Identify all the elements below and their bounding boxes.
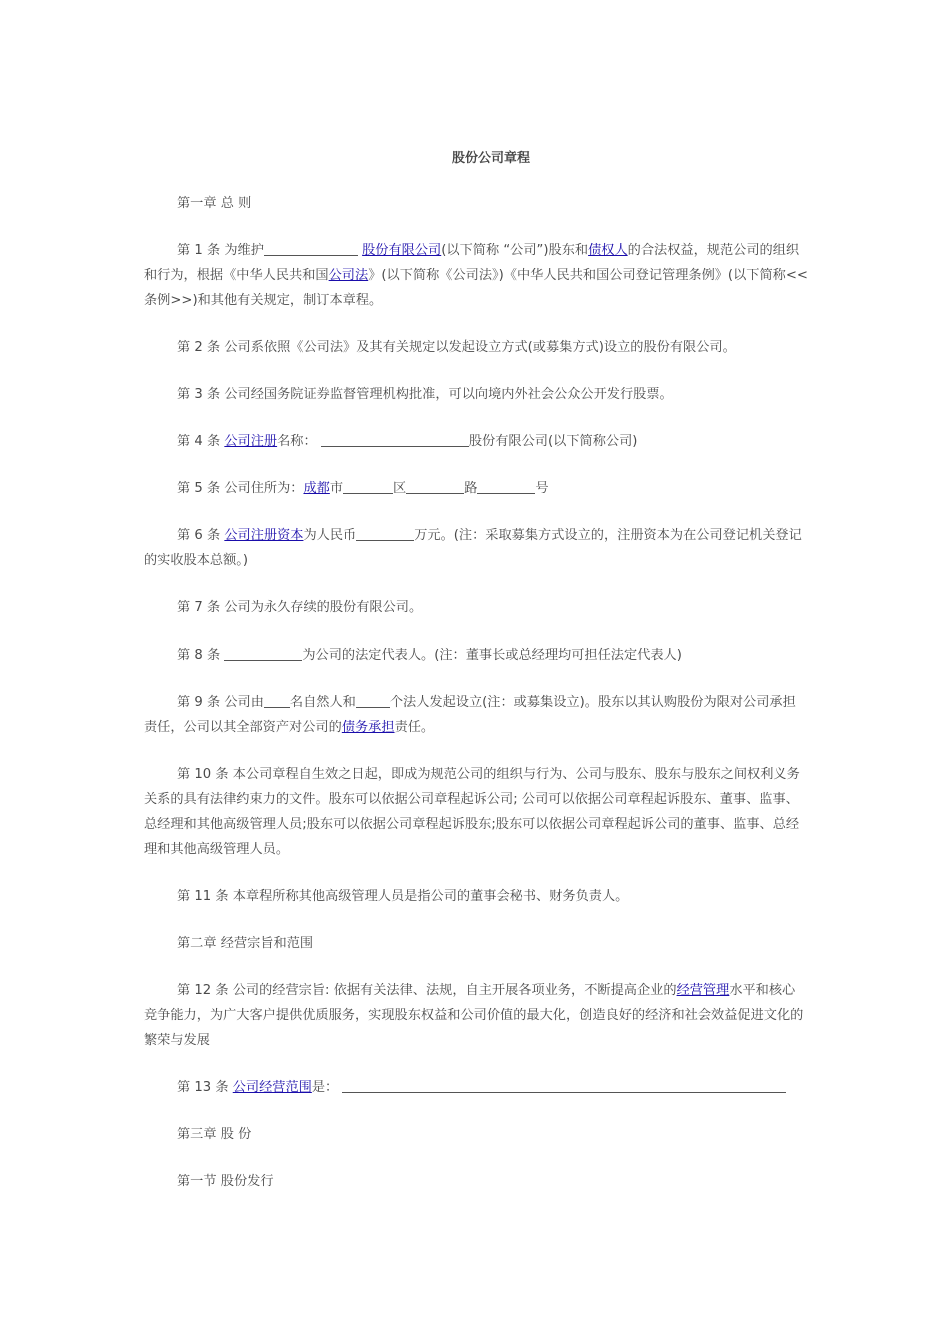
link-joint-stock-company[interactable]: 股份有限公司: [362, 243, 442, 258]
article-8: 第 8 条 为公司的法定代表人。(注：董事长或总经理均可担任法定代表人): [177, 648, 682, 663]
link-business-scope[interactable]: 公司经营范围: [232, 1080, 312, 1095]
link-business-management[interactable]: 经营管理: [676, 983, 730, 998]
link-company-law[interactable]: 公司法: [328, 268, 369, 283]
chapter-1-heading: 第一章 总 则: [177, 196, 252, 211]
chapter-2-heading: 第二章 经营宗旨和范围: [177, 936, 314, 951]
page-title: 股份公司章程: [451, 151, 530, 166]
link-chengdu[interactable]: 成都: [303, 481, 330, 496]
blank-line: [224, 646, 302, 661]
article-11: 第 11 条 本章程所称其他高级管理人员是指公司的董事会秘书、财务负责人。: [177, 889, 629, 904]
article-7: 第 7 条 公司为永久存续的股份有限公司。: [177, 600, 423, 615]
article-12: 第 12 条 公司的经营宗旨: 依据有关法律、法规，自主开展各项业务，不断提高企业的经营管理水平和核心竞争能力，为广大客户提供优质服务，实现股东权益和公司价值的最大化，创造良好的经济和社会效益促进文化的繁荣与发展: [144, 983, 804, 1048]
blank-line: [406, 479, 464, 494]
link-debt-liability[interactable]: 债务承担: [341, 720, 395, 735]
blank-line: [477, 479, 535, 494]
chapter-3-heading: 第三章 股 份: [177, 1127, 252, 1142]
blank-line: [343, 479, 393, 494]
article-3: 第 3 条 公司经国务院证券监督管理机构批准，可以向境内外社会公众公开发行股票。: [177, 387, 673, 402]
article-10: 第 10 条 本公司章程自生效之日起，即成为规范公司的组织与行为、公司与股东、股东与股东之间权利义务关系的具有法律约束力的文件。股东可以依据公司章程起诉公司; 公司可以依据公司章程起诉股东、董事、监事、总经理和其他高级管理人员;股东可以依据公司章程起诉股东;股东可以依据公司章程起诉公司的董事、监事、总经理和其他高级管理人员。: [144, 767, 800, 857]
blank-line: [264, 241, 358, 256]
article-6: 第 6 条 公司注册资本为人民币 万元。(注：采取募集方式设立的，注册资本为在公司登记机关登记的实收股本总额。): [144, 528, 802, 568]
article-1: 第 1 条 为维护 股份有限公司(以下简称 “公司”)股东和债权人的合法权益，规范公司的组织和行为，根据《中华人民共和国公司法》(以下简称《公司法》)《中华人民共和国公司登记管理条例》(以下简称<<条例>>)和其他有关规定，制订本章程。: [144, 243, 808, 308]
article-2: 第 2 条 公司系依照《公司法》及其有关规定以发起设立方式(或募集方式)设立的股份有限公司。: [177, 340, 736, 355]
blank-line: [264, 693, 290, 708]
link-registered-capital[interactable]: 公司注册资本: [224, 528, 304, 543]
blank-line: [356, 526, 414, 541]
blank-line: [342, 1078, 786, 1093]
link-creditor[interactable]: 债权人: [588, 243, 628, 258]
article-13: 第 13 条 公司经营范围是：: [144, 1075, 808, 1100]
article-5: 第 5 条 公司住所为：成都市 区 路 号: [177, 481, 549, 496]
section-1-heading: 第一节 股份发行: [177, 1174, 274, 1189]
link-company-registration[interactable]: 公司注册: [224, 434, 278, 449]
article-4: 第 4 条 公司注册名称： 股份有限公司(以下简称公司): [177, 434, 638, 449]
blank-line: [321, 432, 469, 447]
article-9: 第 9 条 公司由 名自然人和 个法人发起设立(注：或募集设立)。股东以其认购股份为限对公司承担责任，公司以其全部资产对公司的债务承担责任。: [144, 695, 796, 735]
blank-line: [356, 693, 390, 708]
